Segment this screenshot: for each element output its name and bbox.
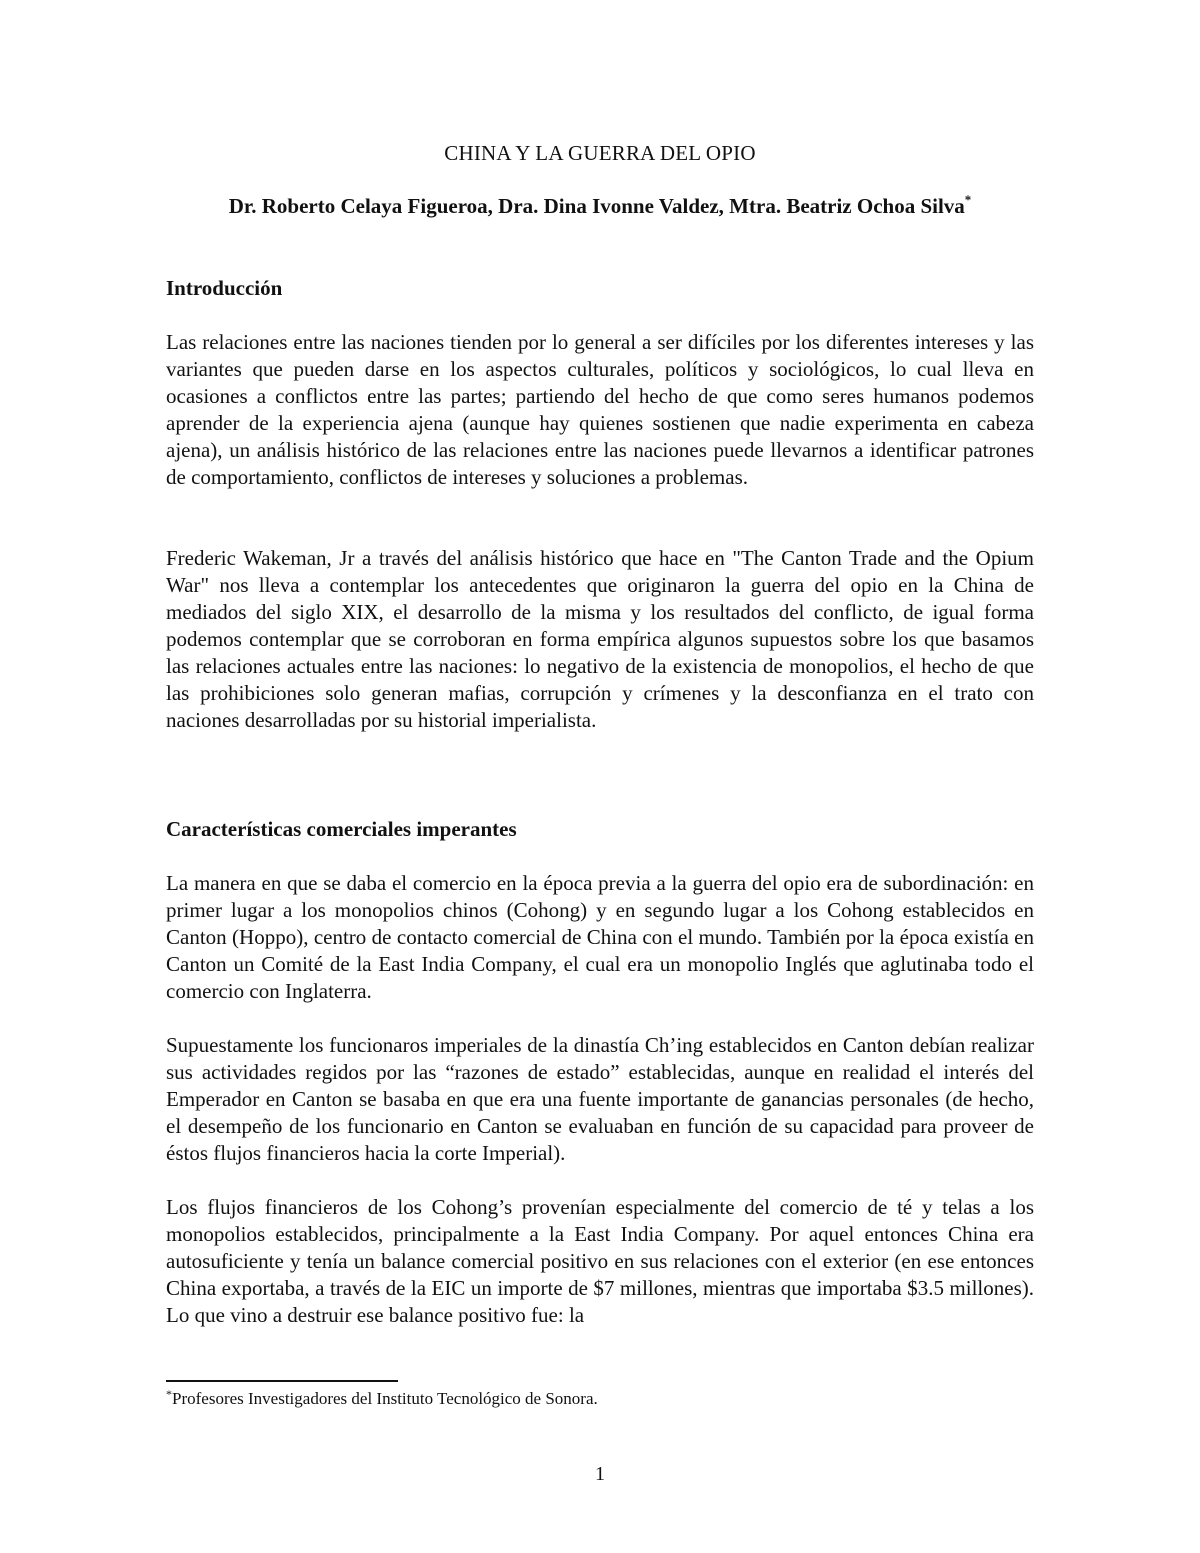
author-footnote-mark: * bbox=[964, 192, 972, 207]
paragraph-intro-1: Las relaciones entre las naciones tienden por lo general a ser difíciles por los diferentes intereses y las variantes que pueden darse en los aspectos culturales, políticos y sociológicos, lo cual lleva en ocasiones a conflictos entre las partes; partiendo del hecho de que como seres humanos podemos aprender de la experiencia ajena (aunque hay quienes sostienen que nadie experimenta en cabeza ajena), un análisis histórico de las relaciones entre las naciones puede llevarnos a identificar patrones de comportamiento, conflictos de intereses y soluciones a problemas. bbox=[166, 330, 1034, 489]
paragraph-intro-2: Frederic Wakeman, Jr a través del análisis histórico que hace en "The Canton Trade and the Opium War" nos lleva a contemplar los antecedentes que originaron la guerra del opio en la China de mediados del siglo XIX, el desarrollo de la misma y los resultados del conflicto, de igual forma podemos contemplar que se corroboran en forma empírica algunos supuestos sobre los que basamos las relaciones actuales entre las naciones: lo negativo de la existencia de monopolios, el hecho de que las prohibiciones solo generan mafias, corrupción y crímenes y la desconfianza en el trato con naciones desarrolladas por su historial imperialista. bbox=[166, 546, 1034, 732]
footnote-separator bbox=[166, 1380, 398, 1382]
document-title: CHINA Y LA GUERRA DEL OPIO bbox=[444, 141, 756, 165]
page-number: 1 bbox=[595, 1463, 605, 1485]
section-heading-caracteristicas: Características comerciales imperantes bbox=[166, 817, 517, 841]
paragraph-caracteristicas-2: Supuestamente los funcionaros imperiales de la dinastía Ch’ing establecidos en Canton debían realizar sus actividades regidos por las “razones de estado” establecidas, aunque en realidad el interés del Emperador en Canton se basaba en que era una fuente importante de ganancias personales (de hecho, el desempeño de los funcionario en Canton se evaluaban en función de su capacidad para proveer de éstos flujos financieros hacia la corte Imperial). bbox=[166, 1033, 1034, 1165]
paragraph-caracteristicas-1: La manera en que se daba el comercio en la época previa a la guerra del opio era de subordinación: en primer lugar a los monopolios chinos (Cohong) y en segundo lugar a los Cohong establecidos en Canton (Hoppo), centro de contacto comercial de China con el mundo. También por la época existía en Canton un Comité de la East India Company, el cual era un monopolio Inglés que aglutinaba todo el comercio con Inglaterra. bbox=[166, 871, 1034, 1003]
authors-text: Dr. Roberto Celaya Figueroa, Dra. Dina Ivonne Valdez, Mtra. Beatriz Ochoa Silva bbox=[228, 194, 965, 218]
section-heading-introduccion: Introducción bbox=[166, 276, 283, 300]
footnote-mark: * bbox=[166, 1387, 172, 1401]
author-line bbox=[0, 194, 1200, 219]
paragraph-caracteristicas-3: Los flujos financieros de los Cohong’s provenían especialmente del comercio de té y telas a los monopolios establecidos, principalmente a la East India Company. Por aquel entonces China era autosuficiente y tenía un balance comercial positivo en sus relaciones con el exterior (en ese entonces China exportaba, a través de la EIC un importe de $7 millones, mientras que importaba $3.5 millones). Lo que vino a destruir ese balance positivo fue: la bbox=[166, 1195, 1034, 1327]
footnote bbox=[166, 1389, 598, 1409]
footnote-text: Profesores Investigadores del Instituto Tecnológico de Sonora. bbox=[172, 1389, 598, 1408]
